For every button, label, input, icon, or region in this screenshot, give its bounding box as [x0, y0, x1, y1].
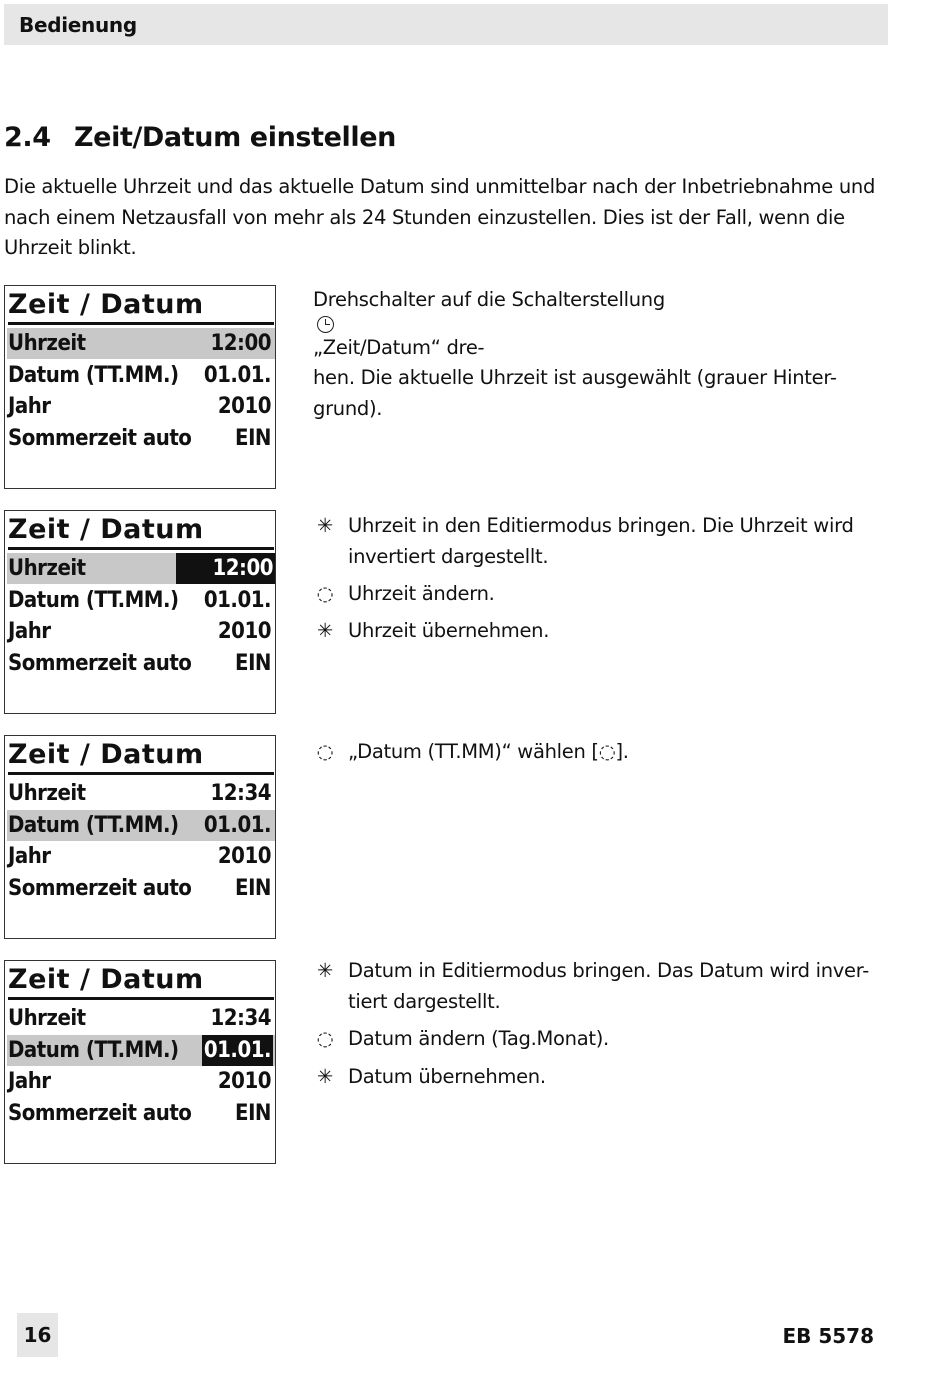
- lcd-label: Sommerzeit auto: [8, 876, 192, 901]
- lcd-row-date: [7, 1035, 275, 1066]
- lcd-label: Datum (TT.MM.): [8, 813, 179, 838]
- step-text: Datum in Editiermodus bringen. Das Datum wird inver-: [348, 959, 869, 982]
- lcd-value: EIN: [235, 426, 271, 451]
- section-title: [4, 122, 396, 153]
- lcd-label: Sommerzeit auto: [8, 651, 192, 676]
- step1-line: hen. Die aktuelle Uhrzeit ist ausgewählt (grauer Hinter-: [313, 366, 837, 389]
- step-text: Datum übernehmen.: [348, 1065, 546, 1088]
- lcd-label: Jahr: [8, 1069, 51, 1094]
- step-text-a: „Datum (TT.MM)“ wählen [: [348, 740, 599, 763]
- lcd-label: Jahr: [8, 844, 51, 869]
- lcd-row-dst: [7, 648, 275, 679]
- intro-paragraph: [4, 172, 884, 264]
- clock-icon: [317, 316, 334, 333]
- lcd-value: 2010: [217, 844, 271, 869]
- section-number: 2.4: [4, 122, 51, 153]
- section-title-text: Zeit/Datum einstellen: [74, 122, 396, 153]
- step1-line: [313, 285, 873, 363]
- header-section: Bedienung: [19, 13, 137, 37]
- lcd-value: 2010: [217, 1069, 271, 1094]
- step1-text: „Zeit/Datum“ dre-: [313, 335, 485, 359]
- lcd-value: 12:00: [210, 331, 271, 356]
- intro-line: Uhrzeit blinkt.: [4, 236, 137, 259]
- lcd-label: Uhrzeit: [8, 331, 86, 356]
- lcd-row-date: [7, 360, 275, 391]
- lcd-row-dst: [7, 1098, 275, 1129]
- page-number: 16: [17, 1313, 58, 1357]
- lcd-value: 01.01.: [203, 588, 271, 613]
- lcd-label: Uhrzeit: [8, 556, 86, 581]
- lcd-title: Zeit / Datum: [8, 513, 274, 550]
- intro-line: nach einem Netzausfall von mehr als 24 Stunden einzustellen. Dies ist der Fall, wenn die: [4, 205, 845, 229]
- lcd-value: EIN: [235, 876, 271, 901]
- press-icon: ✳: [316, 1065, 334, 1088]
- document-id: EB 5578: [782, 1324, 874, 1348]
- lcd-row-time: [7, 778, 275, 809]
- rotate-icon: ◌: [598, 740, 616, 763]
- lcd-screen-1: [4, 285, 276, 489]
- lcd-title: Zeit / Datum: [8, 288, 274, 325]
- lcd-value: 01.01.: [203, 813, 271, 838]
- rotate-icon: ◌: [316, 582, 334, 605]
- lcd-row-dst: [7, 873, 275, 904]
- lcd-value: 2010: [217, 619, 271, 644]
- intro-line: Die aktuelle Uhrzeit und das aktuelle Datum sind unmittelbar nach der Inbetriebnahme und: [4, 175, 876, 198]
- lcd-label: Jahr: [8, 619, 51, 644]
- step-text: Uhrzeit ändern.: [348, 582, 495, 605]
- lcd-screen-4: [4, 960, 276, 1164]
- lcd-row-time: [7, 553, 275, 584]
- rotate-icon: ◌: [316, 1027, 334, 1050]
- lcd-label: Uhrzeit: [8, 781, 86, 806]
- step-text: Datum ändern (Tag.Monat).: [348, 1027, 609, 1050]
- lcd-row-date: [7, 585, 275, 616]
- lcd-row-year: [7, 1066, 275, 1097]
- step1-line: grund).: [313, 396, 383, 420]
- header-bar: [4, 4, 888, 45]
- lcd-value-inverted: 12:00: [176, 553, 275, 584]
- lcd-label: Sommerzeit auto: [8, 426, 192, 451]
- lcd-row-time: [7, 328, 275, 359]
- lcd-value: 01.01.: [203, 363, 271, 388]
- step-text: Uhrzeit in den Editiermodus bringen. Die Uhrzeit wird: [348, 514, 854, 537]
- step1-description: [313, 285, 873, 424]
- lcd-row-time: [7, 1003, 275, 1034]
- step4-item: [313, 956, 883, 1018]
- lcd-screen-2: [4, 510, 276, 714]
- lcd-title: Zeit / Datum: [8, 738, 274, 775]
- step-text: invertiert dargestellt.: [348, 544, 549, 568]
- step1-text: Drehschalter auf die Schalterstellung: [313, 288, 665, 311]
- lcd-row-dst: [7, 423, 275, 454]
- lcd-row-year: [7, 391, 275, 422]
- lcd-row-date: [7, 810, 275, 841]
- lcd-label: Datum (TT.MM.): [8, 363, 179, 388]
- lcd-value: EIN: [235, 651, 271, 676]
- press-icon: ✳: [316, 514, 334, 537]
- lcd-label: Sommerzeit auto: [8, 1101, 192, 1126]
- lcd-label: Jahr: [8, 394, 51, 419]
- lcd-row-year: [7, 841, 275, 872]
- lcd-screen-3: [4, 735, 276, 939]
- lcd-value: 12:34: [210, 781, 271, 806]
- step-text: tiert dargestellt.: [348, 989, 501, 1013]
- lcd-value: 2010: [217, 394, 271, 419]
- lcd-label: Datum (TT.MM.): [8, 1038, 179, 1063]
- lcd-value-inverted: 01.01.: [202, 1035, 273, 1066]
- lcd-label: Uhrzeit: [8, 1006, 86, 1031]
- lcd-value: 12:34: [210, 1006, 271, 1031]
- lcd-title: Zeit / Datum: [8, 963, 274, 1000]
- step2-item: [313, 511, 883, 573]
- press-icon: ✳: [316, 619, 334, 642]
- step-text-b: ].: [615, 740, 629, 763]
- press-icon: ✳: [316, 959, 334, 982]
- lcd-row-year: [7, 616, 275, 647]
- step-text: Uhrzeit übernehmen.: [348, 619, 550, 642]
- rotate-icon: ◌: [316, 740, 334, 763]
- step-text: [348, 737, 629, 768]
- lcd-label: Datum (TT.MM.): [8, 588, 179, 613]
- lcd-value: EIN: [235, 1101, 271, 1126]
